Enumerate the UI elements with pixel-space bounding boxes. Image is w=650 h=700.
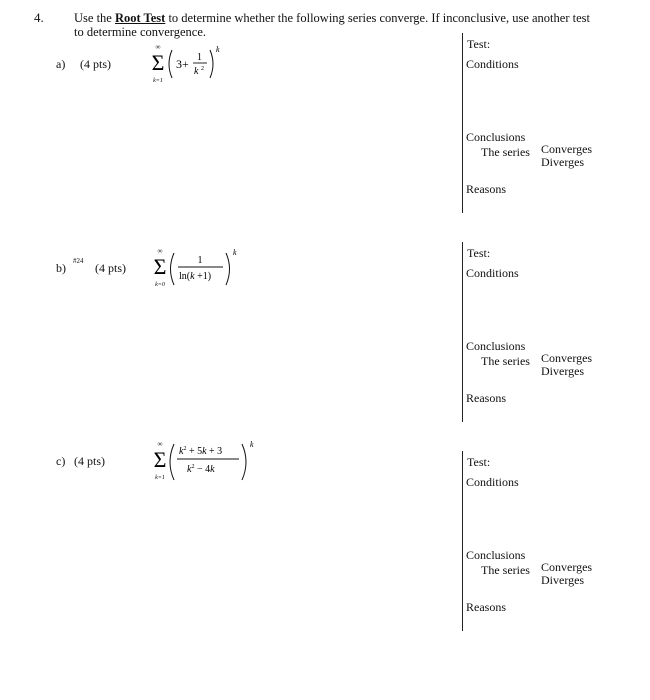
frac-denominator: $k^2 - 4k$ <box>187 464 215 475</box>
sum-sigma: Σ <box>153 447 167 472</box>
sum-lower-limit: k=1 <box>155 475 165 481</box>
sum-upper-limit: ∞ <box>157 247 163 255</box>
outer-exponent: k <box>233 248 237 257</box>
frac-denominator: k <box>194 66 199 77</box>
term-3: 3+ <box>176 57 189 71</box>
problem-number: 4. <box>34 10 44 25</box>
left-paren <box>169 50 172 78</box>
part-c-answer-divider <box>462 451 463 631</box>
part-b-conclusions-label: Conclusions <box>466 339 526 353</box>
part-b-conditions-label: Conditions <box>466 266 519 280</box>
part-b-note: #24 <box>73 257 84 265</box>
right-paren <box>242 444 246 480</box>
part-c-conclusions-label: Conclusions <box>466 548 526 562</box>
part-c-test-label: Test: <box>467 455 491 469</box>
problem-prompt-line2: to determine convergence. <box>74 25 207 39</box>
sum-upper-limit: ∞ <box>157 440 163 448</box>
part-c-label: c) <box>56 454 66 468</box>
part-c-diverges-option[interactable]: Diverges <box>541 573 585 587</box>
frac-denominator: ln(k +1) <box>179 271 212 282</box>
part-c-the-series-label: The series <box>481 563 530 577</box>
frac-numerator: $k^2 + 5k + 3$ <box>179 446 223 457</box>
problem-prompt-line1 <box>74 11 590 25</box>
left-paren <box>171 253 175 285</box>
left-paren <box>170 444 174 480</box>
sum-lower-limit: k=1 <box>153 78 163 84</box>
sum-sigma: Σ <box>151 50 165 75</box>
outer-exponent: k <box>216 45 220 54</box>
frac-numerator: 1 <box>197 255 203 266</box>
part-b-diverges-option[interactable]: Diverges <box>541 364 585 378</box>
denominator-exponent: 2 <box>201 66 204 72</box>
right-paren <box>210 50 213 78</box>
part-a-test-label: Test: <box>467 37 491 51</box>
part-b-test-label: Test: <box>467 246 491 260</box>
sum-sigma: Σ <box>153 254 167 279</box>
part-a-conditions-label: Conditions <box>466 57 519 71</box>
outer-exponent: k <box>250 440 254 449</box>
part-a-answer-divider <box>462 33 463 213</box>
part-a-diverges-option[interactable]: Diverges <box>541 155 585 169</box>
part-b-converges-option[interactable]: Converges <box>541 351 593 365</box>
part-c-series <box>150 436 265 486</box>
prompt-pre: Use the <box>74 11 115 25</box>
part-a-converges-option[interactable]: Converges <box>541 142 593 156</box>
part-b-points: (4 pts) <box>95 261 126 275</box>
part-c-reasons-label: Reasons <box>466 600 506 614</box>
part-a-reasons-label: Reasons <box>466 182 506 196</box>
prompt-post: to determine whether the following series converge. If inconclusive, use another test <box>165 11 590 25</box>
part-b-answer-divider <box>462 242 463 422</box>
part-a-conclusions-label: Conclusions <box>466 130 526 144</box>
root-test-term: Root Test <box>114 11 166 25</box>
part-c-converges-option[interactable]: Converges <box>541 560 593 574</box>
part-b-label: b) <box>56 261 66 275</box>
sum-lower-limit: k=0 <box>155 282 165 288</box>
frac-numerator: 1 <box>197 52 202 63</box>
right-paren <box>226 253 230 285</box>
part-a-the-series-label: The series <box>481 145 530 159</box>
sum-upper-limit: ∞ <box>155 43 161 51</box>
part-c-conditions-label: Conditions <box>466 475 519 489</box>
part-c-points: (4 pts) <box>74 454 105 468</box>
part-a-points: (4 pts) <box>80 57 111 71</box>
part-a-label: a) <box>56 57 66 71</box>
part-a-series <box>150 40 240 86</box>
part-b-series <box>150 244 250 292</box>
part-b-the-series-label: The series <box>481 354 530 368</box>
part-b-reasons-label: Reasons <box>466 391 506 405</box>
